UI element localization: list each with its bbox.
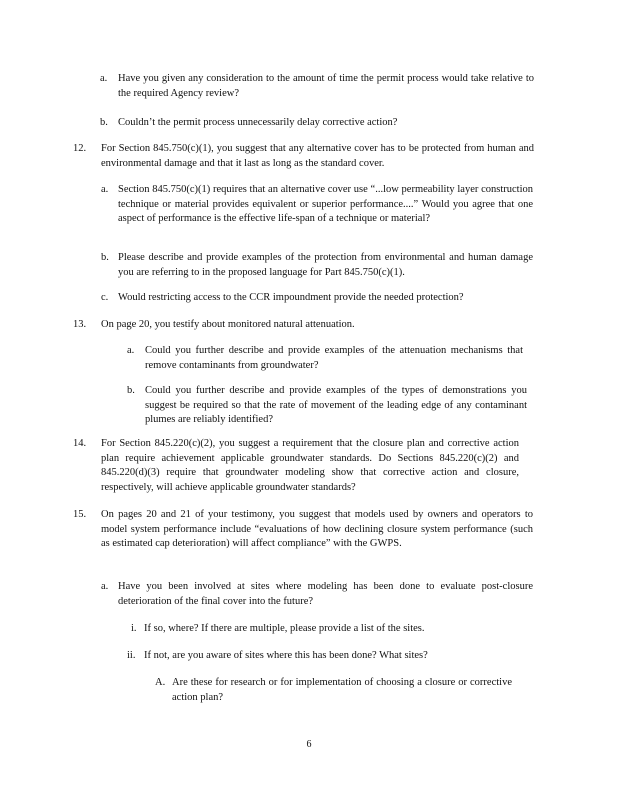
question-number: 12. — [73, 143, 87, 154]
question-number: 13. — [73, 319, 87, 330]
item-text: Are these for research or for implementation of choosing a closure or corrective action plan? — [172, 677, 512, 703]
item-text: Have you given any consideration to the amount of time the permit process would take relative to the required Agency review? — [118, 73, 534, 99]
item-label: b. — [100, 117, 108, 128]
item-label: ii. — [127, 650, 136, 661]
item-text: Section 845.750(c)(1) requires that an alternative cover use “...low permeability layer construction technique or material provides equivalent or superior performance....” Would you agree that one aspect of performance is the effective life-span of a technique or material? — [118, 184, 533, 224]
item-label: a. — [101, 184, 109, 195]
item-label: A. — [155, 677, 166, 688]
item-label: c. — [101, 292, 109, 303]
question-text: For Section 845.750(c)(1), you suggest that any alternative cover has to be protected from human and environmental damage and that it last as long as the standard cover. — [101, 143, 534, 169]
item-label: i. — [131, 623, 137, 634]
item-text: Could you further describe and provide examples of the attenuation mechanisms that remove contaminants from groundwater? — [145, 345, 523, 371]
item-text: If not, are you aware of sites where this has been done? What sites? — [144, 650, 428, 661]
item-label: a. — [127, 345, 135, 356]
question-text: For Section 845.220(c)(2), you suggest a requirement that the closure plan and corrective action plan require achievement applicable groundwater standards. Do Sections 845.220(c)(2) and 845.220(d)(3) require that groundwater modeling show that corrective action and closure, respectively, will achieve applicable groundwater standards? — [101, 438, 519, 493]
item-text: Would restricting access to the CCR impoundment provide the needed protection? — [118, 292, 464, 303]
item-text: Couldn’t the permit process unnecessarily delay corrective action? — [118, 117, 398, 128]
item-text: Could you further describe and provide examples of the types of demonstrations you suggest be required so that the rate of movement of the leading edge of any contaminant plumes are reliably identified? — [145, 385, 527, 425]
item-label: a. — [100, 73, 108, 84]
page-number: 6 — [306, 739, 312, 750]
item-text: Have you been involved at sites where modeling has been done to evaluate post-closure deterioration of the final cover into the future? — [118, 581, 533, 607]
item-label: b. — [127, 385, 135, 396]
item-text: If so, where? If there are multiple, please provide a list of the sites. — [144, 623, 425, 634]
item-label: a. — [101, 581, 109, 592]
item-text: Please describe and provide examples of the protection from environmental and human damage you are referring to in the proposed language for Part 845.750(c)(1). — [118, 252, 533, 278]
question-number: 15. — [73, 509, 87, 520]
question-text: On page 20, you testify about monitored natural attenuation. — [101, 319, 355, 330]
question-text: On pages 20 and 21 of your testimony, you suggest that models used by owners and operators to model system performance include “evaluations of how declining closure system performance (such as estimated cap deterioration) will affect compliance” with the GWPS. — [101, 509, 533, 549]
question-number: 14. — [73, 438, 87, 449]
item-label: b. — [101, 252, 109, 263]
